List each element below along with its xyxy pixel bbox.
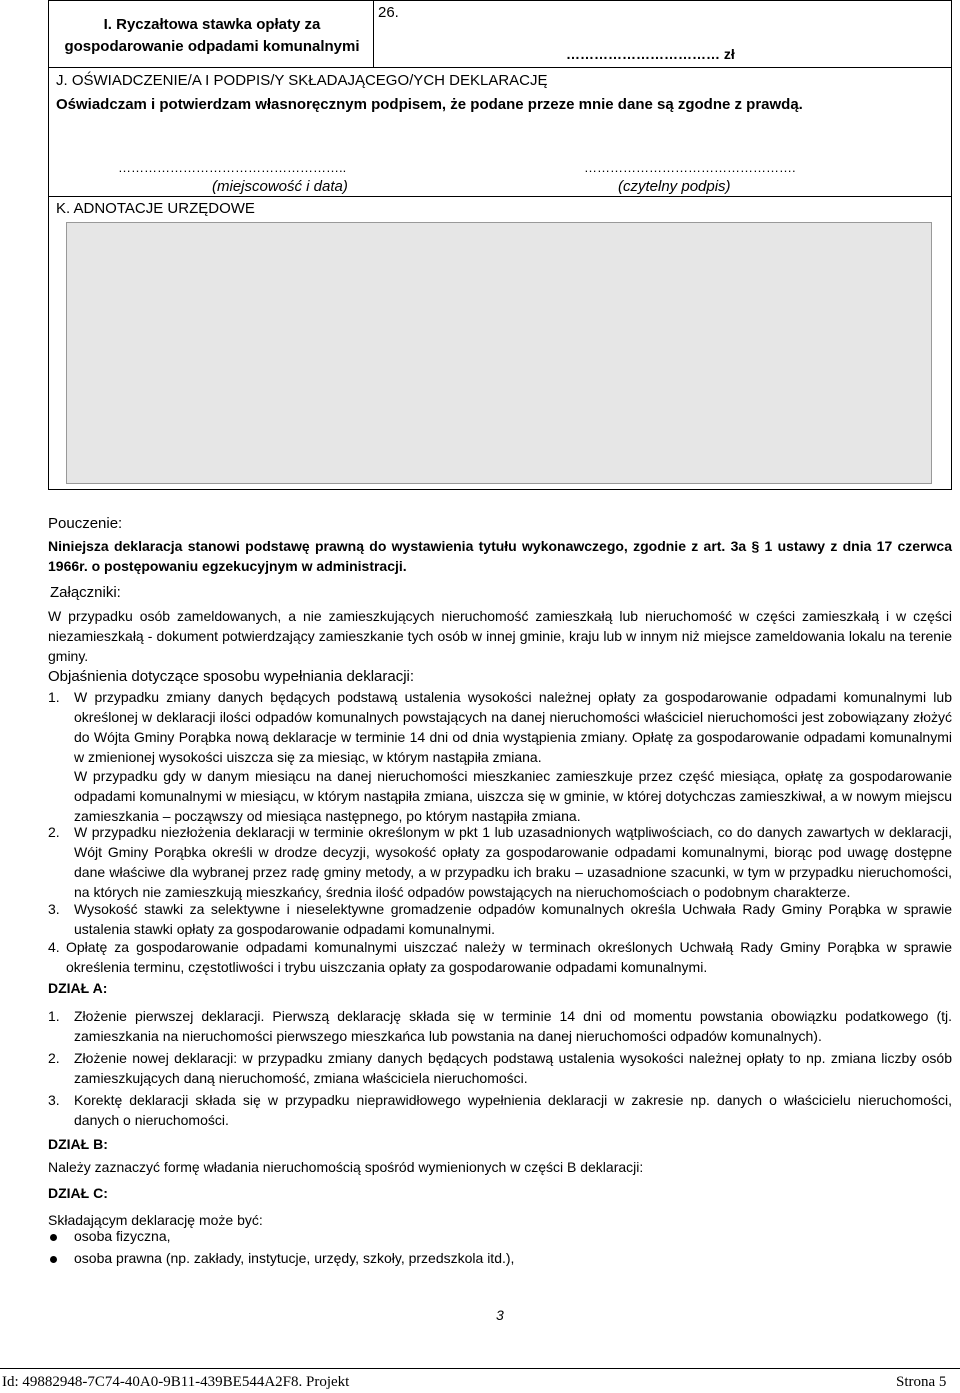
attachments-title: Załączniki: <box>50 584 121 601</box>
expl-1-num: 1. <box>48 689 60 705</box>
dzial-c-bullet-2: osoba prawna (np. zakłady, instytucje, urzędy, szkoły, przedszkola itd.), <box>74 1250 515 1266</box>
amount-field[interactable]: …………………………… zł <box>566 46 735 62</box>
section-k-title: K. ADNOTACJE URZĘDOWE <box>56 200 255 217</box>
expl-4-num: 4. <box>48 939 60 955</box>
signature-label: (czytelny podpis) <box>618 178 731 195</box>
attachments-text: W przypadku osób zameldowanych, a nie zamieszkujących nieruchomość zamieszkałą lub nieruchomość w części zamieszkałą i w części niezamieszkałą - dokument potwierdzający zamieszkanie tych osób w innej gminie, kraju lub w innym niż miejsce zameldowania lokalu na terenie gminy. <box>48 608 952 664</box>
footer-id: Id: 49882948-7C74-40A0-9B11-439BE544A2F8. Projekt <box>2 1374 350 1390</box>
expl-1-text: W przypadku zmiany danych będących podstawą ustalenia wysokości należnej opłaty za gospodarowanie odpadami komunalnymi lub określonej w deklaracji ilości odpadów komunalnych powstających na danej nieruchomości właściciel nieruchomości jest zobowiązany złożyć do Wójta Gminy Porąbka nową deklaracje w terminie 14 dni od dnia wystąpienia zmiany. Opłatę za gospodarowanie odpadami komunalnymi w zmienionej wysokości uiszcza się za miesiąc, w którym nastąpiła zmiana. <box>74 689 952 765</box>
section-i-label: I. Ryczałtowa stawka opłaty za gospodarowanie odpadami komunalnymi <box>64 16 360 55</box>
expl-1-text2: W przypadku gdy w danym miesiącu na danej nieruchomości mieszkaniec zamieszkuje przez część miesiąca, opłatę za gospodarowanie odpadami komunalnymi w miesiącu, w którym nastąpiła zmiana, uiszcza się w gminie, w której dotychczas zamieszkiwał, a w nowym miejscu zamieszkania – począwszy od miesiąca następnego, po którym nastąpiła zmiana. <box>74 768 952 824</box>
dzial-a-3-text: Korektę deklaracji składa się w przypadku nieprawidłowego wypełnienia deklaracji w zakresie np. danych o właścicielu nieruchomości, danych o nieruchomości. <box>74 1092 952 1128</box>
expl-2-text: W przypadku niezłożenia deklaracji w terminie określonym w pkt 1 lub uzasadnionych wątpliwościach, co do danych zawartych w deklaracji, Wójt Gminy Porąbka określi w drodze decyzji, wysokość opłaty za gospodarowanie odpadami komunalnymi, biorąc pod uwagę dostępne dane właściwe dla wybranej przez radę gminy metody, a w przypadku ich braku – uzasadnione szacunki, w tym w przypadku nieruchomości, na których nie zamieszkują mieszkańcy, średnia ilość odpadów powstających na nieruchomościach o podobnym charakterze. <box>74 824 952 900</box>
signature-dots[interactable]: …………………………………………. <box>584 160 796 175</box>
dzial-a-2-text: Złożenie nowej deklaracji: w przypadku zmiany danych będących podstawą ustalenia wysokości należnej opłaty to np. zmiana liczby osób zamieszkujących daną nieruchomość, zmiana właściciela nieruchomości. <box>74 1050 952 1086</box>
dzial-b-text: Należy zaznaczyć formę władania nieruchomością spośród wymienionych w części B deklaracji: <box>48 1159 644 1175</box>
place-date-dots[interactable]: …………………………………………….. <box>118 160 347 175</box>
dzial-c-title: DZIAŁ C: <box>48 1185 108 1201</box>
bullet-icon <box>50 1234 57 1241</box>
page-number: 3 <box>496 1307 504 1323</box>
dzial-a-title: DZIAŁ A: <box>48 980 108 996</box>
dzial-a-3-num: 3. <box>48 1092 60 1108</box>
place-date-label: (miejscowość i data) <box>212 178 348 195</box>
dzial-a-1-num: 1. <box>48 1008 60 1024</box>
dzial-a-1-text: Złożenie pierwszej deklaracji. Pierwszą deklarację składa się w terminie 14 dni od momentu powstania obowiązku podatkowego (tj. zamieszkania na nieruchomości pierwszego mieszkańca lub powstania na danej nieruchomości odpadów komunalnych). <box>74 1008 952 1044</box>
dzial-c-text: Składającym deklarację może być: <box>48 1212 263 1228</box>
bullet-icon <box>50 1256 57 1263</box>
explanations-title: Objaśnienia dotyczące sposobu wypełniania deklaracji: <box>48 668 415 685</box>
field-26-number: 26. <box>378 4 399 21</box>
expl-2-num: 2. <box>48 824 60 840</box>
section-j-title: J. OŚWIADCZENIE/A I PODPIS/Y SKŁADAJĄCEGO/YCH DEKLARACJĘ <box>56 72 548 89</box>
dzial-a-2-num: 2. <box>48 1050 60 1066</box>
footer-page: Strona 5 <box>896 1374 947 1390</box>
expl-3-text: Wysokość stawki za selektywne i nieselektywne gromadzenie odpadów komunalnych określa Uchwała Rady Gminy Porąbka w sprawie ustalenia stawki opłaty za gospodarowanie odpadami komunalnymi. <box>74 901 952 937</box>
notice-text: Niniejsza deklaracja stanowi podstawę prawną do wystawienia tytułu wykonawczego, zgodnie z art. 3a § 1 ustawy z dnia 17 czerwca 1966r. o postępowaniu egzekucyjnym w administracji. <box>48 538 952 574</box>
expl-3-num: 3. <box>48 901 60 917</box>
dzial-b-title: DZIAŁ B: <box>48 1136 108 1152</box>
expl-4-text: Opłatę za gospodarowanie odpadami komunalnymi uiszczać należy w terminach określonych Uchwałą Rady Gminy Porąbka w sprawie określenia terminu, częstotliwości i trybu uiszczania opłaty za gospodarowanie odpadami komunalnymi. <box>66 939 952 975</box>
official-notes-area[interactable] <box>66 222 932 484</box>
notice-title: Pouczenie: <box>48 515 123 532</box>
dzial-c-bullet-1: osoba fizyczna, <box>74 1228 171 1244</box>
declaration-statement: Oświadczam i potwierdzam własnoręcznym podpisem, że podane przeze mnie dane są zgodne z prawdą. <box>56 96 803 113</box>
footer-divider <box>0 1368 960 1369</box>
